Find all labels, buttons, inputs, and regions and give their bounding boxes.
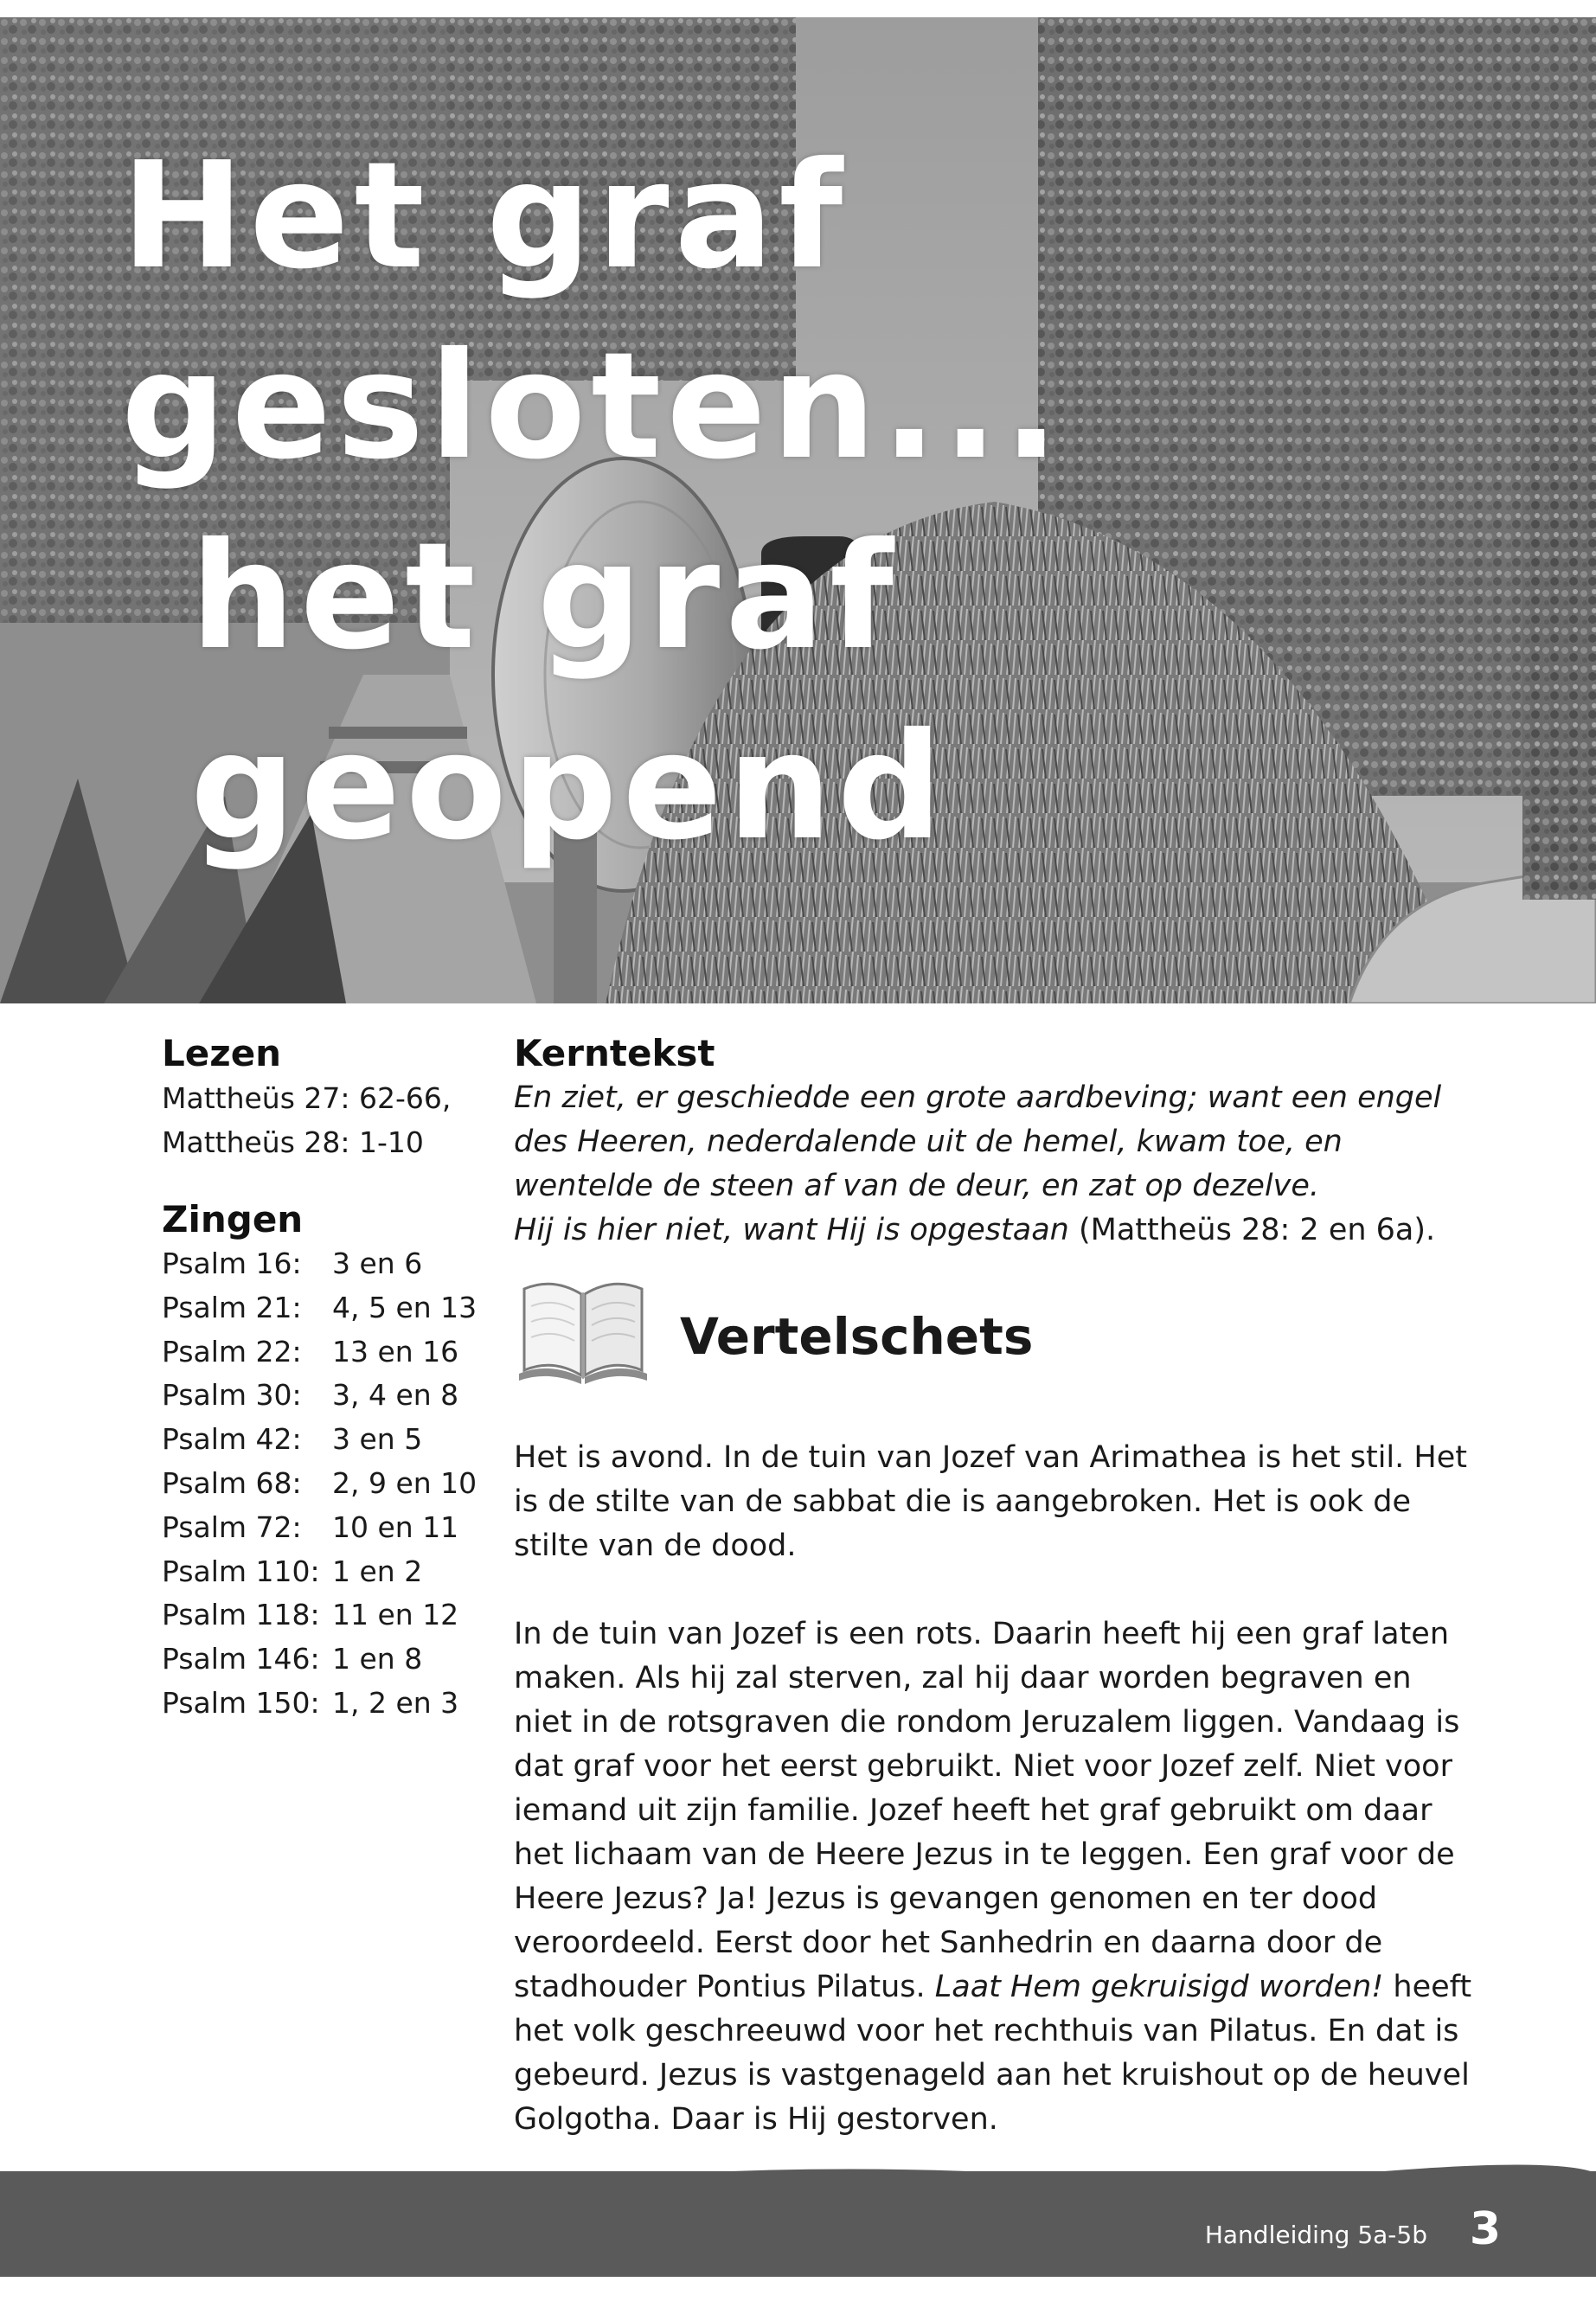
psalm-name: Psalm 30:: [162, 1378, 302, 1413]
story-text-part: heeft het volk geschreeuwd voor het rechthuis van Pilatus. En dat is gebeurd. Jezus is vastgenageld aan het kruishout op de heuvel Golgotha. Daar is Hij gestorven.: [514, 1970, 1472, 2137]
story-paragraph: Het is avond. In de tuin van Jozef van Arimathea is het stil. Het is de stilte van de sabbat die is aangebroken. Het is ook de stilte van de dood.: [514, 1440, 1467, 1563]
zingen-section: [162, 1197, 478, 1726]
psalm-name: Psalm 150:: [162, 1685, 320, 1720]
psalm-row: [162, 1374, 473, 1418]
psalm-row: [162, 1593, 473, 1638]
lezen-reference: Mattheüs 28: 1-10: [162, 1125, 424, 1159]
psalm-name: Psalm 21:: [162, 1290, 302, 1324]
psalm-verses: 4, 5 en 13: [332, 1290, 478, 1324]
page-title: [121, 121, 1522, 882]
kerntekst-body: [514, 1076, 1474, 1253]
psalm-row: [162, 1506, 473, 1550]
page-number: 3: [1469, 2203, 1501, 2255]
psalm-name: Psalm 118:: [162, 1598, 320, 1632]
right-column: [514, 1031, 1474, 2142]
left-column: [162, 1031, 478, 1726]
vertelschets-header: [514, 1272, 1474, 1401]
title-line-1: Het graf gesloten...: [121, 131, 1065, 492]
psalm-verses: 3, 4 en 8: [332, 1378, 459, 1413]
kerntekst-heading: Kerntekst: [514, 1032, 715, 1074]
vertelschets-heading: Vertelschets: [680, 1307, 1034, 1366]
psalm-verses: 3 en 5: [332, 1422, 423, 1457]
psalm-row: [162, 1638, 473, 1682]
story-text-part: In de tuin van Jozef is een rots. Daarin heeft hij een graf laten maken. Als hij zal sterven, zal hij daar worden begraven en niet in de rotsgraven die rondom Jeruzalem liggen. Vandaag is dat graf voor het eerst gebruikt. Niet voor Jozef zelf. Niet voor iemand uit zijn familie. Jozef heeft het graf gebruikt om daar het lichaam van de Heere Jezus in te leggen. Een graf voor de Heere Jezus? Ja! Jezus is gevangen genomen en ter dood veroordeeld. Eerst door het Sanhedrin en daarna door de stadhouder Pontius Pilatus.: [514, 1617, 1460, 2004]
psalm-name: Psalm 22:: [162, 1334, 302, 1368]
title-line-2: het graf geopend: [190, 511, 948, 873]
book-icon: [514, 1272, 652, 1388]
psalm-row: [162, 1418, 473, 1462]
kerntekst-quote: En ziet, er geschiedde een grote aardbeving; want een engel des Heeren, nederdalende uit de hemel, kwam toe, en wentelde de steen af van de deur, en zat op dezelve.: [514, 1080, 1442, 1203]
psalm-name: Psalm 146:: [162, 1642, 320, 1676]
psalm-verses: 1 en 8: [332, 1642, 423, 1676]
psalm-row: [162, 1330, 473, 1375]
footer-label: Handleiding 5a-5b: [1204, 2221, 1427, 2249]
psalm-verses: 3 en 6: [332, 1247, 423, 1280]
psalm-verses: 2, 9 en 10: [332, 1465, 478, 1500]
hero-photo: [0, 17, 1596, 1003]
psalm-row: [162, 1462, 478, 1506]
psalm-name: Psalm 16:: [162, 1247, 302, 1280]
psalm-verses: 13 en 16: [332, 1334, 459, 1368]
psalm-name: Psalm 72:: [162, 1509, 302, 1544]
psalm-row: [162, 1682, 473, 1726]
psalm-verses: 10 en 11: [332, 1509, 459, 1544]
psalm-row: [162, 1550, 473, 1594]
story-italic-quote: Laat Hem gekruisigd worden!: [934, 1970, 1384, 2004]
psalm-name: Psalm 68:: [162, 1465, 302, 1500]
kerntekst-quote-2: Hij is hier niet, want Hij is opgestaan: [514, 1213, 1069, 1247]
psalm-verses: 1 en 2: [332, 1554, 423, 1588]
psalm-row: [162, 1286, 478, 1330]
psalm-verses: 1, 2 en 3: [332, 1685, 459, 1720]
psalm-name: Psalm 110:: [162, 1554, 320, 1588]
lezen-heading: Lezen: [162, 1032, 282, 1074]
psalm-name: Psalm 42:: [162, 1422, 302, 1457]
story-paragraph: [514, 1612, 1474, 2142]
kerntekst-reference: (Mattheüs 28: 2 en 6a).: [1068, 1213, 1436, 1247]
psalm-row: [162, 1242, 473, 1286]
lezen-reference: Mattheüs 27: 62-66,: [162, 1081, 452, 1115]
psalm-verses: 11 en 12: [332, 1598, 459, 1632]
story-text: [514, 1436, 1474, 2142]
zingen-heading: Zingen: [162, 1198, 304, 1240]
